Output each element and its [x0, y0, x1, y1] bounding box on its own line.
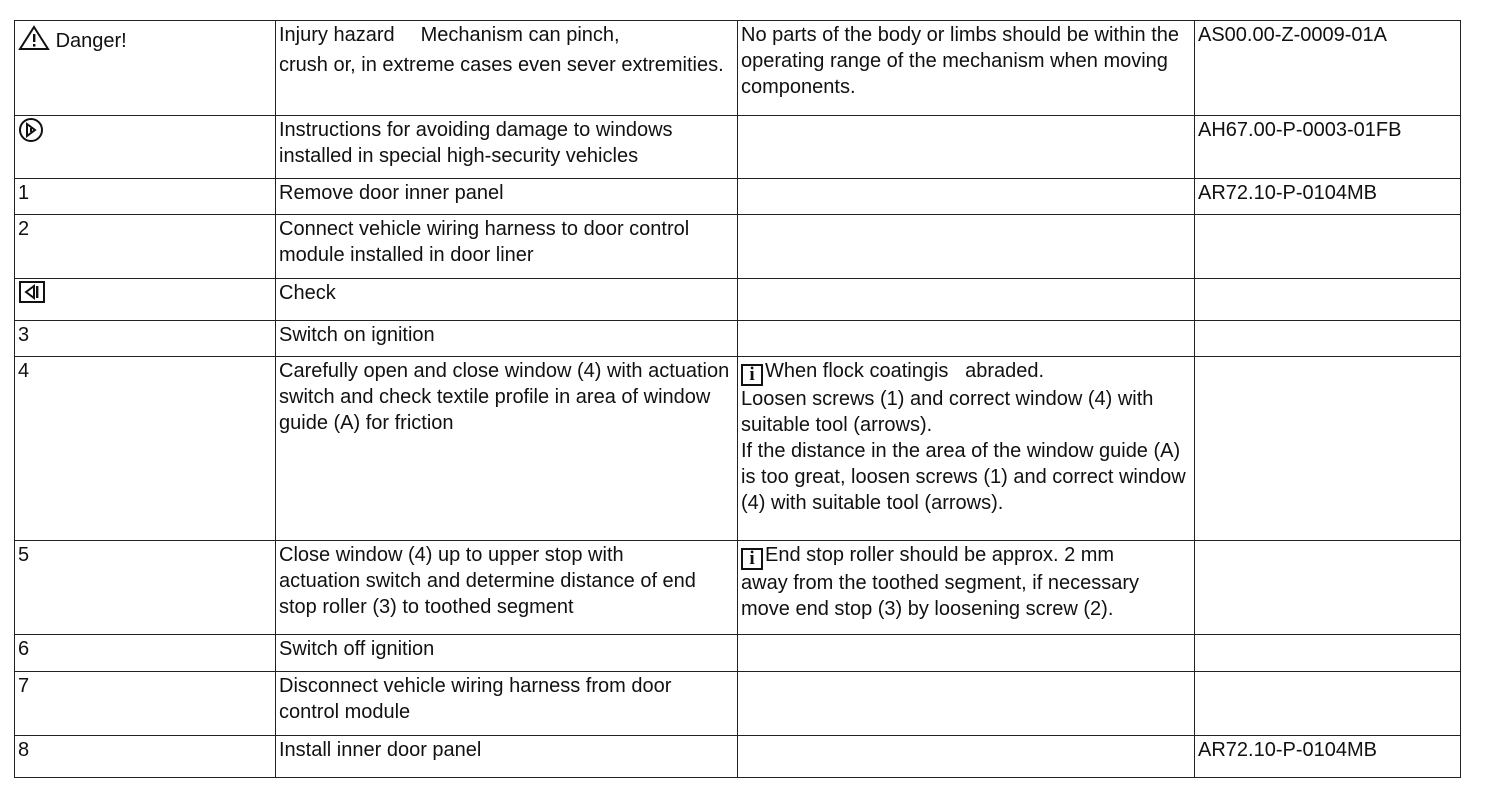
note-cell: [738, 21, 1195, 116]
table-row: [15, 215, 1461, 279]
note-first-line: End stop roller should be approx. 2 mm: [765, 544, 1115, 566]
ref-cell: [1195, 21, 1461, 116]
table-row: [15, 21, 1461, 116]
action-cell: [276, 116, 738, 179]
warning-triangle-icon: [18, 25, 50, 58]
action-text: Install inner door panel: [279, 739, 482, 761]
table-row: [15, 635, 1461, 672]
note-first-line: When flock coatingis abraded.: [765, 360, 1045, 382]
action-cell: [276, 179, 738, 215]
table-row: [15, 321, 1461, 357]
action-text: Connect vehicle wiring harness to door control module installed in door liner: [279, 218, 690, 266]
step-cell: [15, 321, 276, 357]
note-cell: [738, 357, 1195, 541]
note-cell: [738, 672, 1195, 736]
step-cell: [15, 736, 276, 778]
action-cell: [276, 215, 738, 279]
ref-cell: [1195, 736, 1461, 778]
step-cell: [15, 116, 276, 179]
hazard-description: crush or, in extreme cases even sever extremities.: [279, 54, 724, 76]
action-text: Switch on ignition: [279, 324, 435, 346]
step-cell: [15, 635, 276, 672]
action-text: Check: [279, 282, 336, 304]
note-text-extra: If the distance in the area of the window guide (A) is too great, loosen screws (1) and correct window (4) with suitable tool (arrows).: [741, 440, 1186, 514]
step-number: 5: [18, 544, 30, 566]
action-line-1: Close window (4) up to upper stop with: [279, 544, 624, 566]
table-row: [15, 736, 1461, 778]
note-cell: [738, 635, 1195, 672]
action-text: Carefully open and close window (4) with actuation switch and check textile profile in area of window guide (A) for friction: [279, 360, 730, 434]
action-text: Switch off ignition: [279, 638, 435, 660]
step-number: 2: [18, 218, 30, 240]
step-number: 3: [18, 324, 30, 346]
action-text: Instructions for avoiding damage to windows installed in special high-security vehicles: [279, 119, 673, 167]
step-number: 1: [18, 182, 30, 204]
ref-cell: [1195, 672, 1461, 736]
table-row: [15, 116, 1461, 179]
step-cell: [15, 215, 276, 279]
table-row: [15, 279, 1461, 321]
action-line-3: stop roller (3) to toothed segment: [279, 596, 574, 618]
step-number: 4: [18, 360, 30, 382]
info-icon: i: [741, 548, 763, 570]
action-cell: [276, 321, 738, 357]
ref-cell: [1195, 179, 1461, 215]
ref-cell: [1195, 279, 1461, 321]
action-cell: [276, 736, 738, 778]
note-cell: [738, 215, 1195, 279]
reference-link[interactable]: AR72.10-P-0104MB: [1198, 182, 1377, 204]
ref-cell: [1195, 541, 1461, 635]
step-cell: [15, 672, 276, 736]
step-cell: [15, 279, 276, 321]
damage-prevention-icon: [18, 117, 44, 150]
note-text: No parts of the body or limbs should be within the operating range of the mechanism when moving components.: [741, 24, 1180, 98]
step-cell: [15, 21, 276, 116]
table-row: [15, 179, 1461, 215]
reference-link[interactable]: AR72.10-P-0104MB: [1198, 739, 1377, 761]
danger-label: Danger!: [55, 29, 127, 52]
note-text: Loosen screws (1) and correct window (4) with suitable tool (arrows).: [741, 388, 1154, 436]
table-row: [15, 672, 1461, 736]
step-number: 7: [18, 675, 30, 697]
ref-cell: [1195, 357, 1461, 541]
action-text: Remove door inner panel: [279, 182, 504, 204]
reference-link[interactable]: AS00.00-Z-0009-01A: [1198, 24, 1388, 46]
action-cell: [276, 672, 738, 736]
reference-link[interactable]: AH67.00-P-0003-01FB: [1198, 119, 1402, 141]
note-cell: [738, 179, 1195, 215]
action-text: Disconnect vehicle wiring harness from door control module: [279, 675, 672, 723]
note-cell: [738, 321, 1195, 357]
action-cell: [276, 541, 738, 635]
step-cell: [15, 357, 276, 541]
step-cell: [15, 541, 276, 635]
note-cell: [738, 116, 1195, 179]
action-cell: [276, 357, 738, 541]
action-cell: [276, 279, 738, 321]
ref-cell: [1195, 116, 1461, 179]
note-text: away from the toothed segment, if necessary move end stop (3) by loosening screw (2).: [741, 572, 1139, 620]
action-line-2: actuation switch and determine distance of end: [279, 570, 696, 592]
procedure-table: [14, 20, 1461, 778]
ref-cell: [1195, 321, 1461, 357]
action-cell: [276, 21, 738, 116]
step-cell: [15, 179, 276, 215]
hazard-title: Injury hazard: [279, 24, 395, 46]
step-number: 8: [18, 739, 30, 761]
ref-cell: [1195, 215, 1461, 279]
ref-cell: [1195, 635, 1461, 672]
info-icon: i: [741, 364, 763, 386]
step-number: 6: [18, 638, 30, 660]
note-cell: [738, 541, 1195, 635]
action-cell: [276, 635, 738, 672]
note-cell: [738, 279, 1195, 321]
note-cell: [738, 736, 1195, 778]
hazard-subtitle: Mechanism can pinch,: [420, 24, 620, 46]
table-row: [15, 541, 1461, 635]
check-icon: [18, 280, 46, 311]
table-row: [15, 357, 1461, 541]
